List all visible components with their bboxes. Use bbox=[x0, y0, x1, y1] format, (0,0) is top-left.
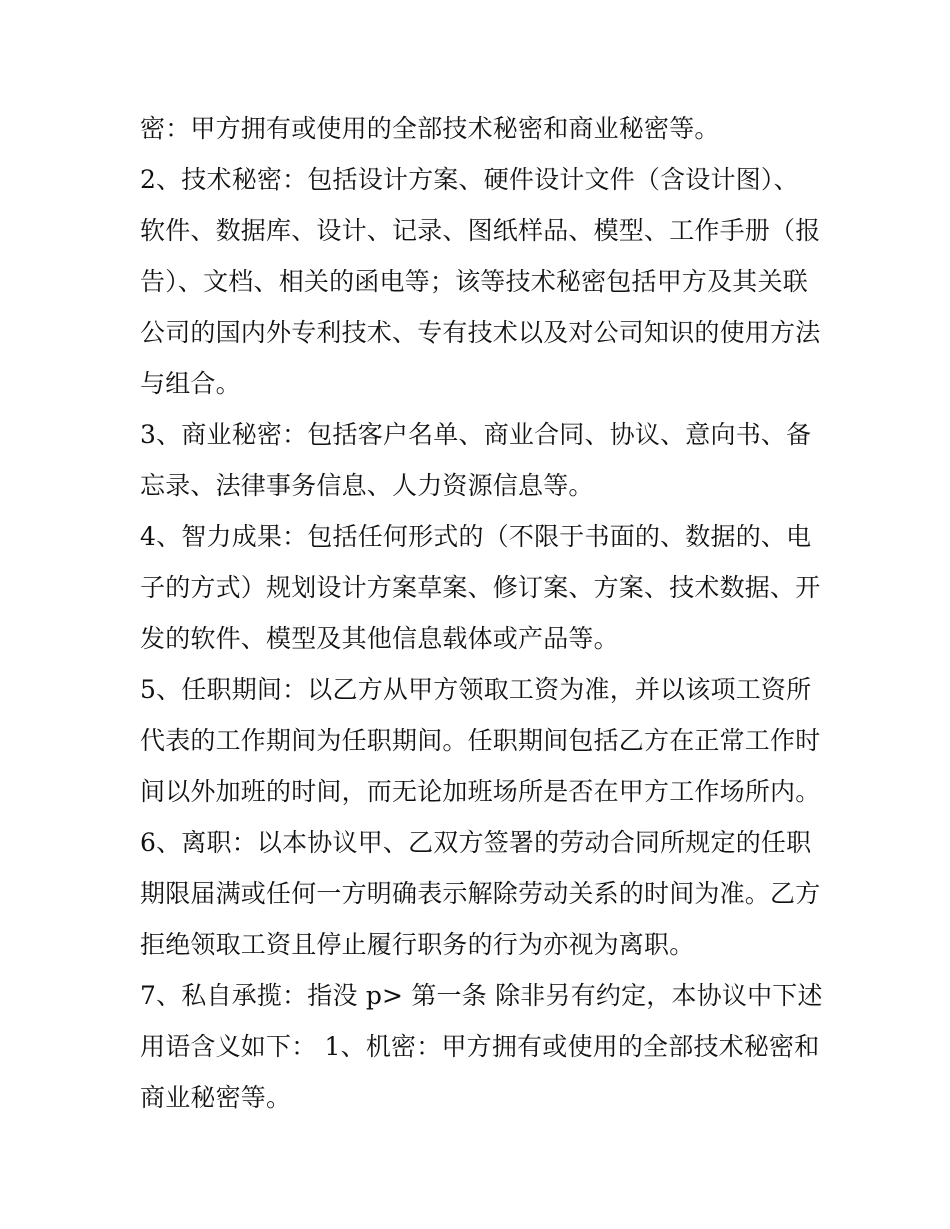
text-line: 期限届满或任何一方明确表示解除劳动关系的时间为准。乙方 bbox=[140, 879, 821, 908]
text-line: 子的方式）规划设计方案草案、修订案、方案、技术数据、开 bbox=[140, 573, 821, 602]
text-line: 3、商业秘密：包括客户名单、商业合同、协议、意向书、备 bbox=[140, 420, 812, 449]
text-line: 发的软件、模型及其他信息载体或产品等。 bbox=[140, 624, 619, 653]
text-line: 5、任职期间：以乙方从甲方领取工资为准，并以该项工资所 bbox=[140, 675, 812, 704]
text-line: 间以外加班的时间，而无论加班场所是否在甲方工作场所内。 bbox=[140, 777, 821, 806]
text-line: 公司的国内外专利技术、专有技术以及对公司知识的使用方法 bbox=[140, 318, 821, 347]
text-line: 拒绝领取工资且停止履行职务的行为亦视为离职。 bbox=[140, 930, 695, 959]
text-line: 忘录、法律事务信息、人力资源信息等。 bbox=[140, 471, 594, 500]
text-line: 密：甲方拥有或使用的全部技术秘密和商业秘密等。 bbox=[140, 114, 720, 143]
text-line: 4、智力成果：包括任何形式的（不限于书面的、数据的、电 bbox=[140, 522, 812, 551]
text-line: 6、离职：以本协议甲、乙双方签署的劳动合同所规定的任职 bbox=[140, 828, 812, 857]
text-line: 告）、文档、相关的函电等；该等技术秘密包括甲方及其关联 bbox=[140, 267, 808, 296]
text-line: 2、技术秘密：包括设计方案、硬件设计文件（含设计图）、 bbox=[140, 165, 799, 194]
text-line: 代表的工作期间为任职期间。任职期间包括乙方在正常工作时 bbox=[140, 726, 821, 755]
text-line: 7、私自承揽：指没 p> 第一条 除非另有约定，本协议中下述 bbox=[140, 981, 823, 1010]
document-page bbox=[140, 103, 823, 1123]
text-line: 用语含义如下： 1、机密：甲方拥有或使用的全部技术秘密和 bbox=[140, 1032, 820, 1061]
text-line: 商业秘密等。 bbox=[140, 1083, 292, 1112]
text-line: 与组合。 bbox=[140, 369, 241, 398]
text-line: 软件、数据库、设计、记录、图纸样品、模型、工作手册（报 bbox=[140, 216, 821, 245]
